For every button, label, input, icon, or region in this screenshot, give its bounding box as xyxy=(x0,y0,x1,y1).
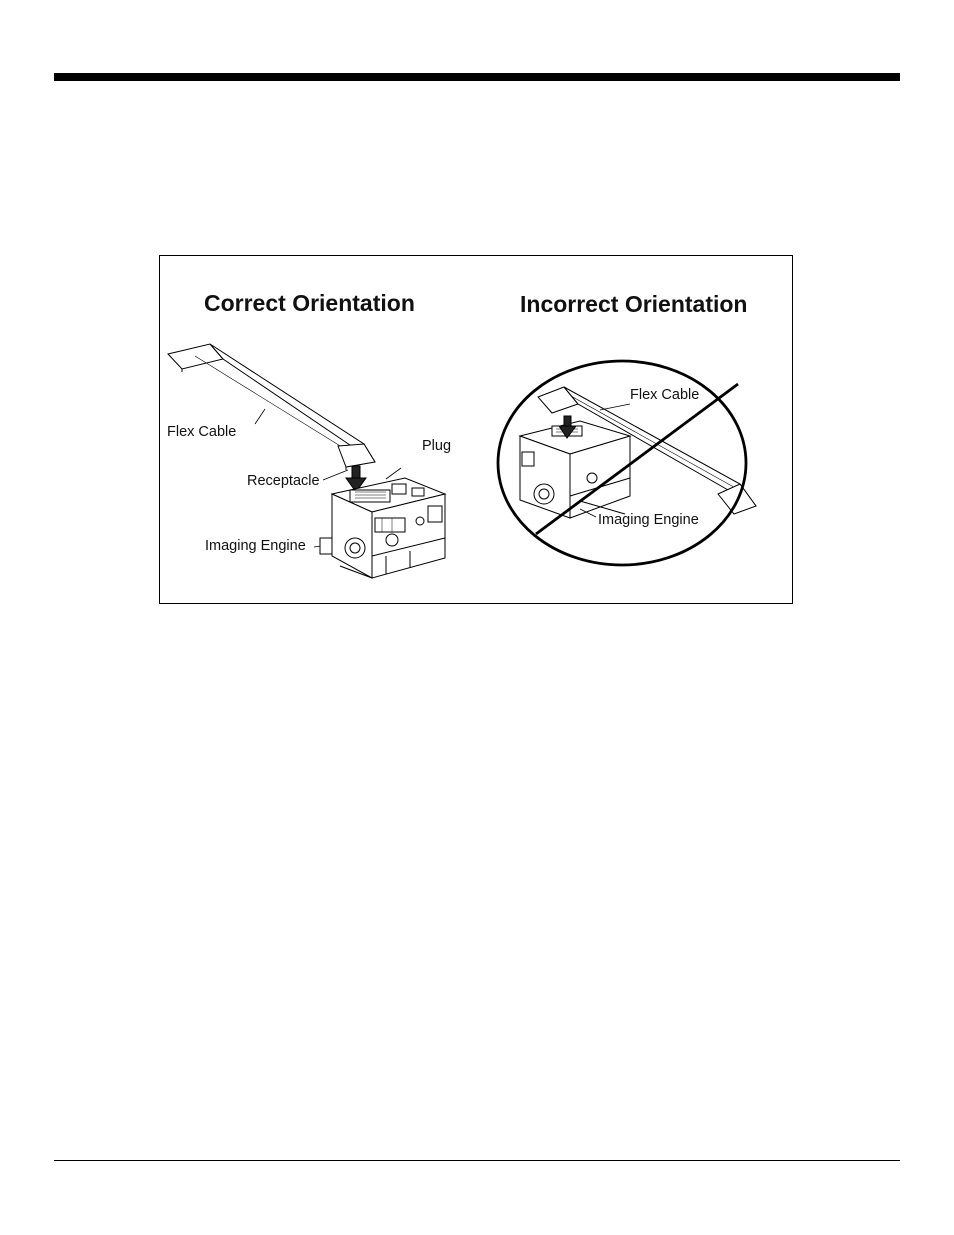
correct-flex-cable-drawing xyxy=(168,344,375,470)
correct-imaging-engine-drawing xyxy=(320,478,445,578)
correct-plug-label: Plug xyxy=(422,438,452,454)
incorrect-orientation-title: Incorrect Orientation xyxy=(520,291,748,317)
incorrect-flex-cable-label: Flex Cable xyxy=(630,387,700,403)
correct-receptacle-label: Receptacle xyxy=(247,473,320,489)
footer-rule xyxy=(54,1160,900,1161)
incorrect-imaging-engine-label: Imaging Engine xyxy=(598,512,699,528)
header-rule xyxy=(54,73,900,81)
correct-orientation-title: Correct Orientation xyxy=(204,290,415,316)
correct-flex-cable-label: Flex Cable xyxy=(167,424,237,440)
correct-imaging-engine-label: Imaging Engine xyxy=(205,538,306,554)
orientation-figure xyxy=(159,255,793,604)
